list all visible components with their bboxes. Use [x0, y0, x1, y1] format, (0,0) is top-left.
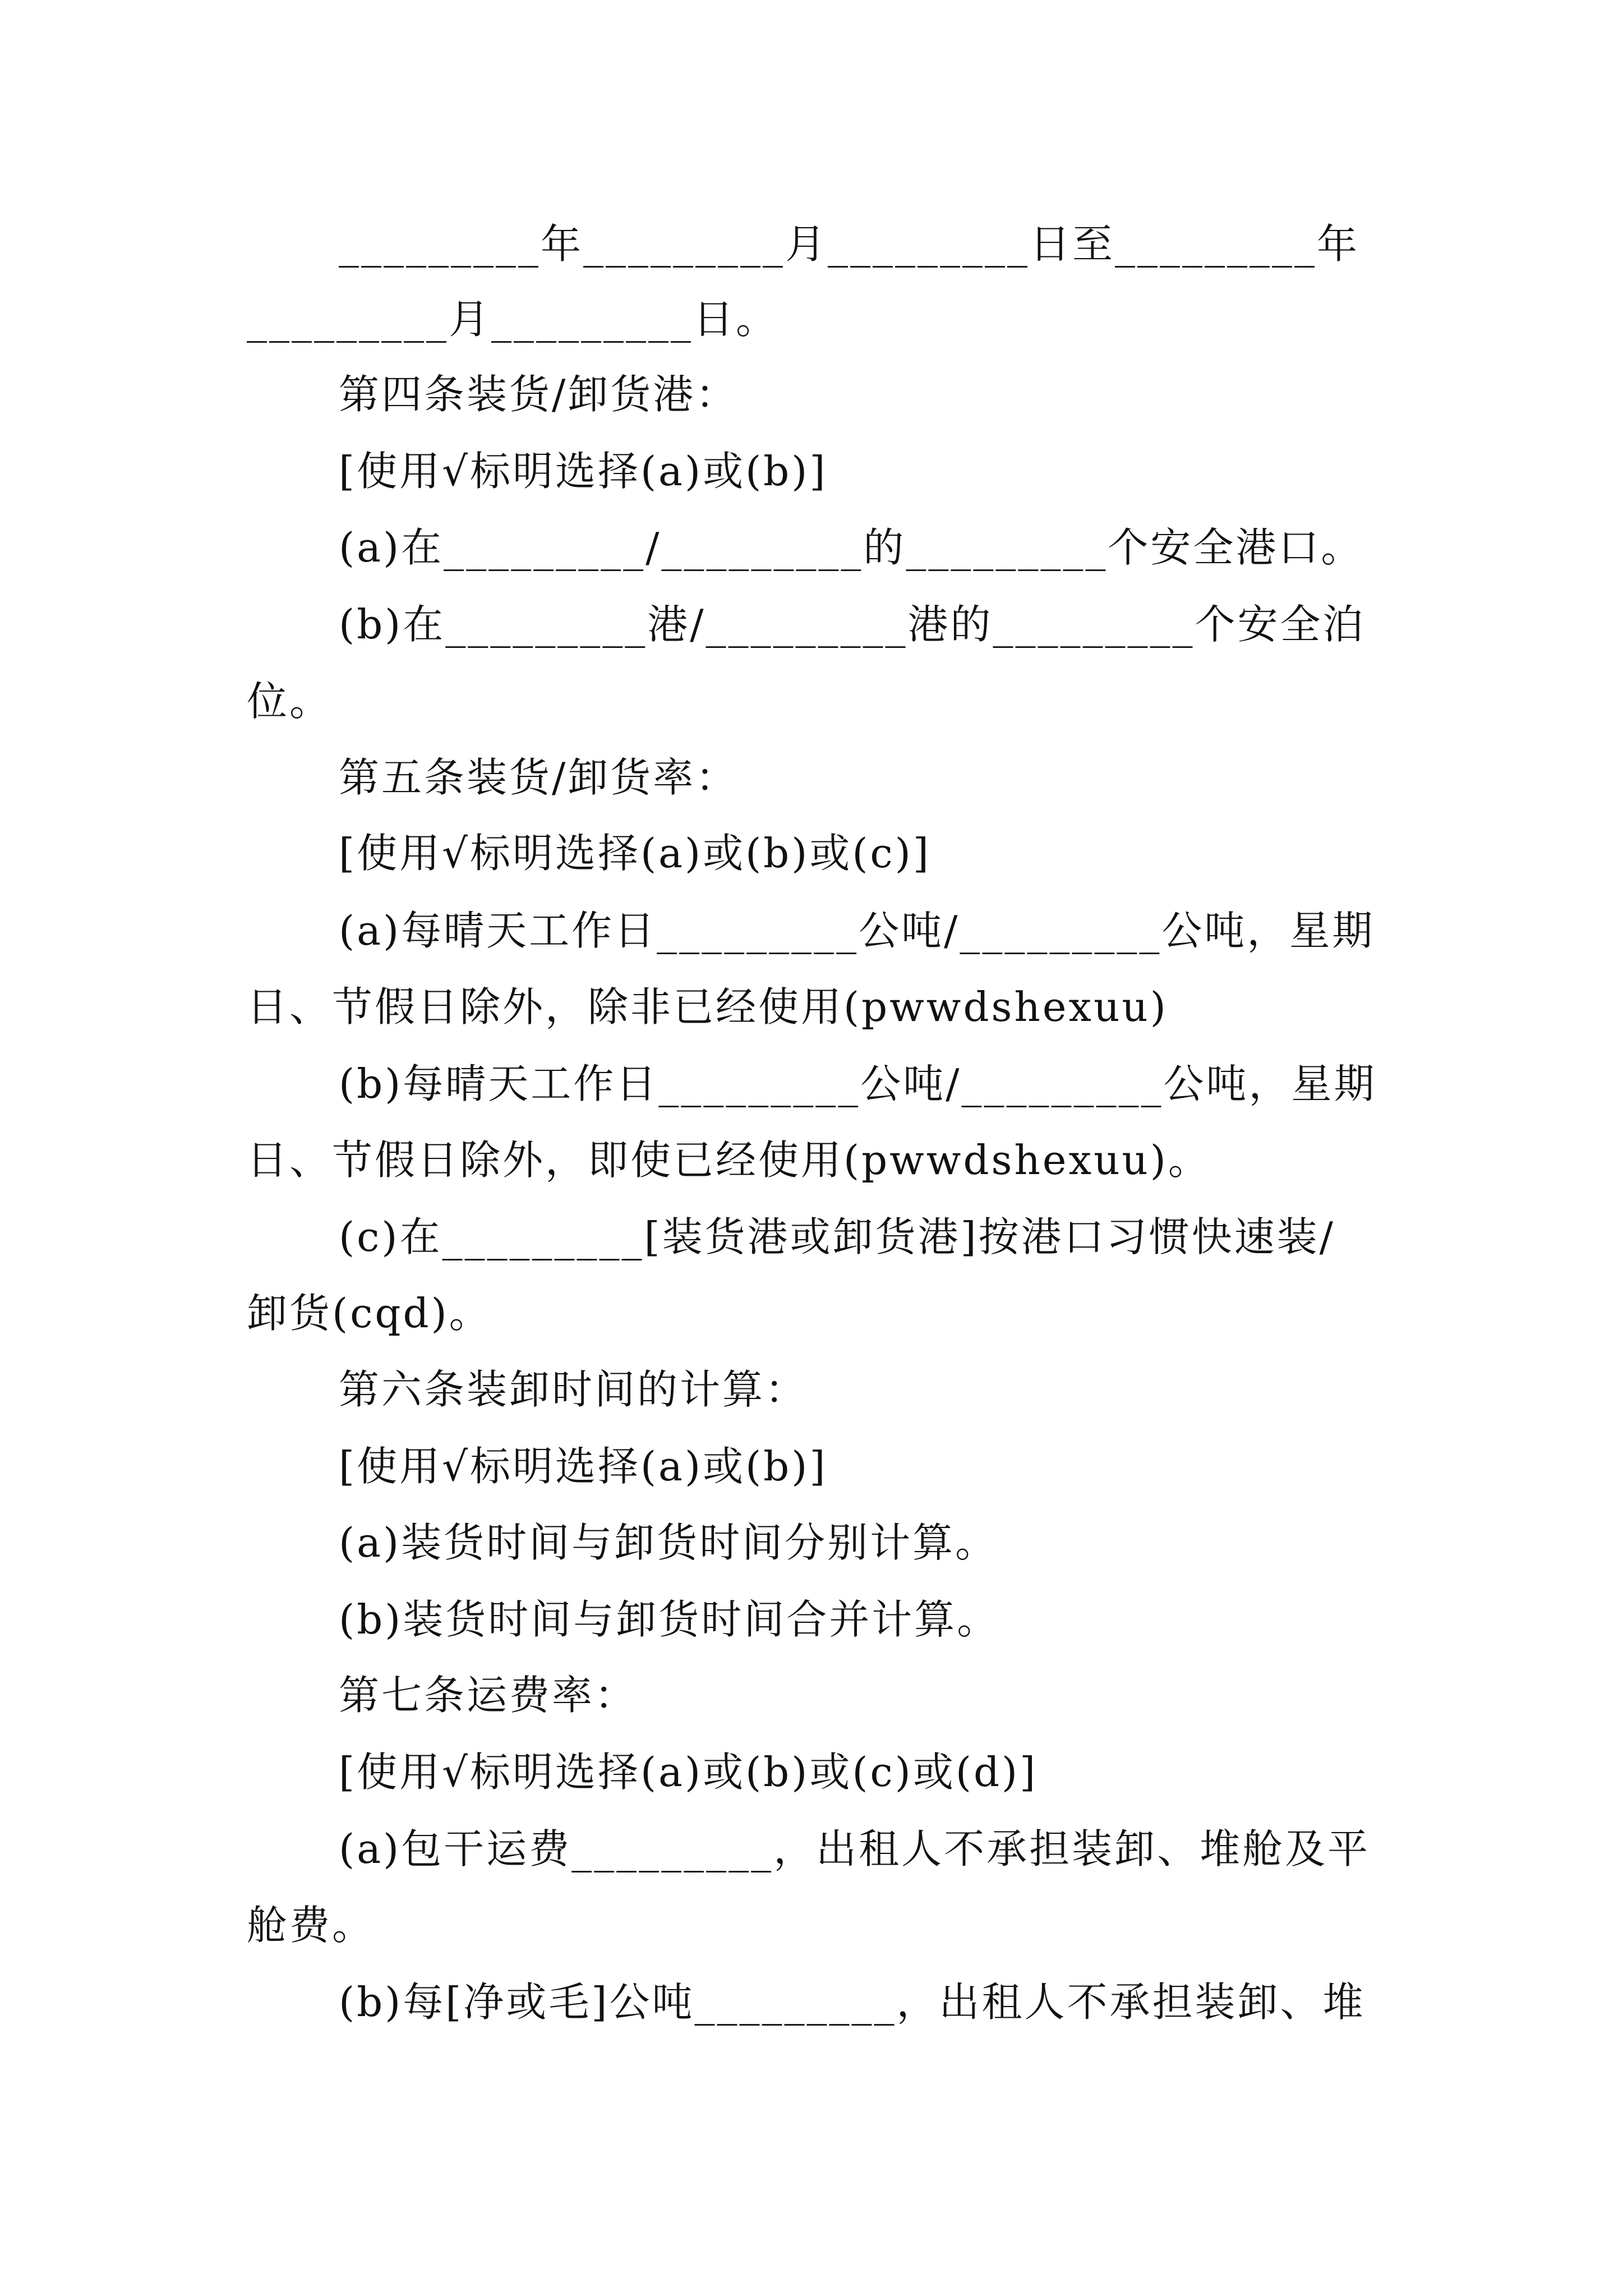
- text-line-content: [使用√标明选择(a)或(b)]: [339, 1443, 828, 1490]
- text-line-content: 舱费。: [247, 1902, 375, 1949]
- text-line-content: [使用√标明选择(a)或(b)或(c)或(d)]: [339, 1749, 1038, 1796]
- text-line-content: 第七条运费率：: [339, 1672, 638, 1719]
- text-line-content: 卸货(cqd)。: [247, 1290, 492, 1337]
- text-line-option-c-cont: [247, 1282, 1382, 1344]
- text-line-option-b-cont: [247, 1129, 1382, 1191]
- text-line-content: (b)在_________港/_________港的_________个安全泊: [339, 601, 1366, 648]
- text-line-option-a-cont: [247, 976, 1382, 1038]
- heading-article-4: [339, 364, 1382, 425]
- text-line-content: 第五条装货/卸货率：: [339, 754, 739, 801]
- text-line-content: (b)每[净或毛]公吨_________，出租人不承担装卸、堆: [339, 1978, 1366, 2026]
- text-line-content: (b)装货时间与卸货时间合并计算。: [339, 1596, 1000, 1643]
- text-line-content: 第四条装货/卸货港：: [339, 371, 739, 418]
- text-line-date-range-start: [339, 213, 1382, 275]
- heading-article-5: [339, 747, 1382, 808]
- text-line-option-c: [339, 1206, 1382, 1268]
- text-line-option-a-cont: [247, 1894, 1382, 1956]
- text-line-content: (a)包干运费_________，出租人不承担装卸、堆舱及平: [339, 1825, 1371, 1872]
- text-line-content: (a)每晴天工作日_________公吨/_________公吨，星期: [339, 907, 1375, 954]
- text-line-option-b: [339, 1589, 1382, 1650]
- text-line-content: (b)每晴天工作日_________公吨/_________公吨，星期: [339, 1060, 1377, 1107]
- text-line-content: _________年_________月_________日至_________年: [339, 220, 1359, 268]
- text-line-option-b: [339, 1053, 1382, 1115]
- text-line-content: _________月_________日。: [247, 296, 779, 343]
- heading-article-7: [339, 1664, 1382, 1726]
- text-line-content: (a)装货时间与卸货时间分别计算。: [339, 1519, 998, 1566]
- text-line-content: [使用√标明选择(a)或(b)]: [339, 448, 828, 495]
- text-line-option-a: [339, 1818, 1382, 1880]
- text-line-content: 位。: [247, 678, 333, 725]
- text-line-option-b: [339, 1971, 1382, 2033]
- text-line-content: [使用√标明选择(a)或(b)或(c)]: [339, 830, 931, 877]
- text-line-content: 日、节假日除外，除非已经使用(pwwdshexuu): [247, 983, 1168, 1030]
- text-line-option-a: [339, 900, 1382, 961]
- text-line-instruction: [339, 1435, 1382, 1497]
- text-line-content: 日、节假日除外，即使已经使用(pwwdshexuu)。: [247, 1137, 1211, 1184]
- text-line-content: (c)在_________[装货港或卸货港]按港口习惯快速装/: [339, 1213, 1335, 1260]
- text-line-option-b-cont: [247, 670, 1382, 732]
- text-line-option-a: [339, 517, 1382, 578]
- text-line-content: (a)在_________/_________的_________个安全港口。: [339, 524, 1364, 571]
- heading-article-6: [339, 1359, 1382, 1420]
- text-line-instruction: [339, 822, 1382, 884]
- text-line-date-range-end: [247, 288, 1382, 350]
- text-line-instruction: [339, 440, 1382, 502]
- text-line-instruction: [339, 1741, 1382, 1803]
- text-line-option-b: [339, 593, 1382, 655]
- text-line-option-a: [339, 1512, 1382, 1573]
- text-line-content: 第六条装卸时间的计算：: [339, 1366, 808, 1413]
